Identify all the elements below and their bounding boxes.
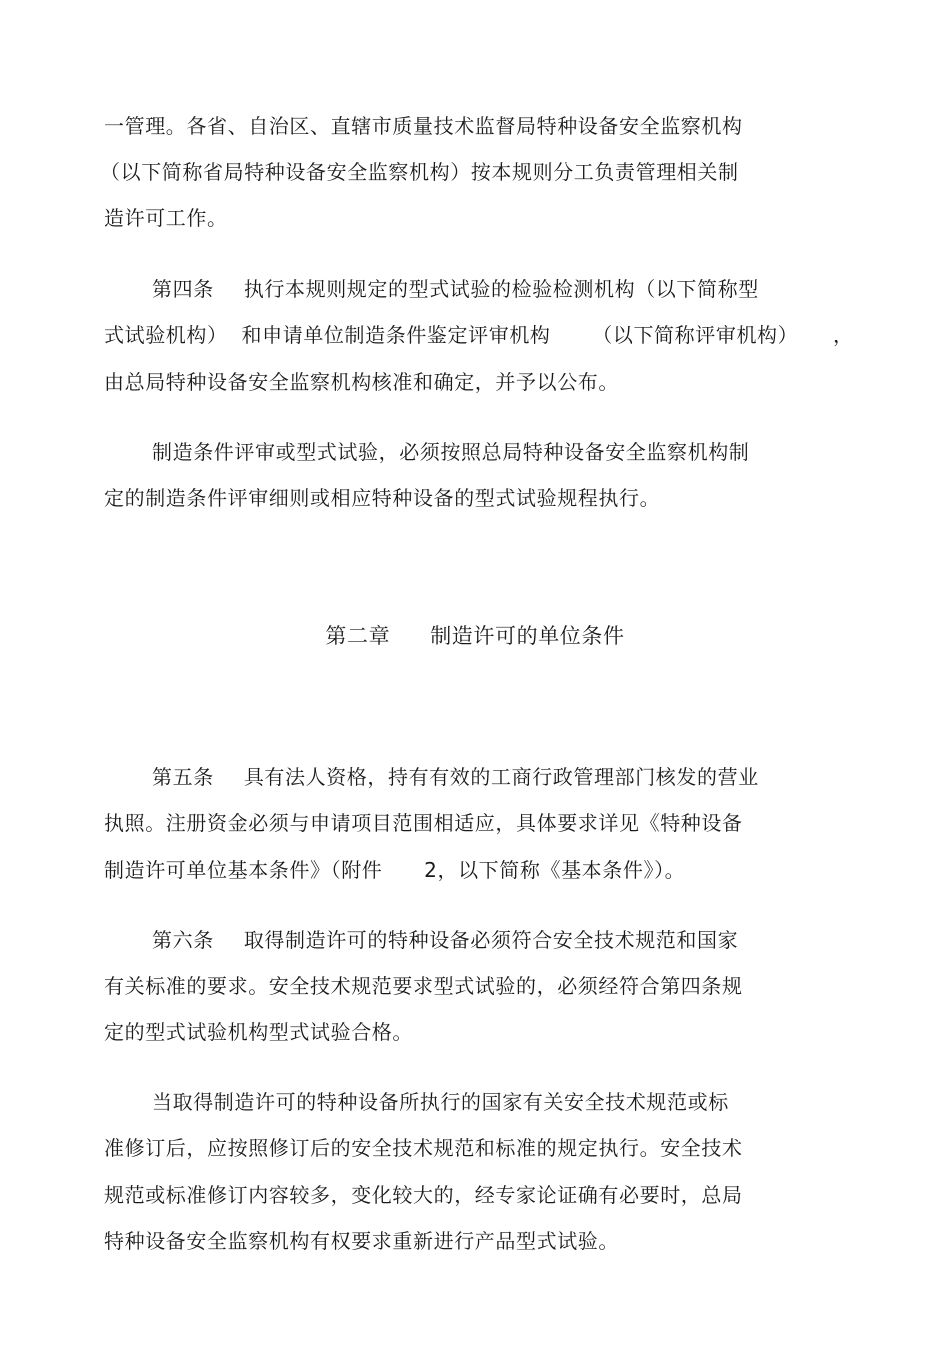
paragraph-7-line-4: 特种设备安全监察机构有权要求重新进行产品型式试验。: [104, 1229, 619, 1253]
paragraph-3-line-1: 制造条件评审或型式试验，必须按照总局特种设备安全监察机构制: [152, 440, 750, 464]
paragraph-1-line-3: 造许可工作。: [104, 206, 228, 230]
article-5-label: 第五条: [152, 765, 214, 789]
article-5-first-line: [152, 763, 759, 791]
paragraph-3-line-2: 定的制造条件评审细则或相应特种设备的型式试验规程执行。: [104, 486, 661, 510]
article-4-line-2: 式试验机构） 和申请单位制造条件鉴定评审机构 （以下简称评审机构） ，: [104, 323, 854, 347]
article-6-line-1: 取得制造许可的特种设备必须符合安全技术规范和国家: [243, 928, 739, 952]
article-5-line-3: 制造许可单位基本条件》（附件 2，以下简称《基本条件》）。: [104, 858, 686, 882]
article-6-label: 第六条: [152, 928, 214, 952]
article-4-first-line: [152, 275, 759, 303]
paragraph-1-line-2: （以下简称省局特种设备安全监察机构）按本规则分工负责管理相关制: [100, 160, 739, 184]
article-6-line-3: 定的型式试验机构型式试验合格。: [104, 1020, 413, 1044]
paragraph-7-line-2: 准修订后，应按照修订后的安全技术规范和标准的规定执行。安全技术: [104, 1136, 743, 1160]
article-4-label: 第四条: [152, 277, 214, 301]
paragraph-1-line-1: 一管理。各省、自治区、直辖市质量技术监督局特种设备安全监察机构: [104, 114, 743, 138]
article-5-line-1: 具有法人资格，持有有效的工商行政管理部门核发的营业: [243, 765, 759, 789]
article-5-line-2: 执照。注册资金必须与申请项目范围相适应，具体要求详见《特种设备: [104, 811, 743, 835]
article-4-line-1: 执行本规则规定的型式试验的检验检测机构（以下简称型: [243, 277, 759, 301]
paragraph-7-line-3: 规范或标准修订内容较多，变化较大的，经专家论证确有必要时，总局: [104, 1183, 743, 1207]
article-4-line-3: 由总局特种设备安全监察机构核准和确定，并予以公布。: [104, 370, 619, 394]
article-6-first-line: [152, 926, 738, 954]
chapter-number: 第二章: [325, 624, 391, 648]
chapter-title: 制造许可的单位条件: [430, 624, 625, 648]
article-6-line-2: 有关标准的要求。安全技术规范要求型式试验的，必须经符合第四条规: [104, 974, 743, 998]
paragraph-7-line-1: 当取得制造许可的特种设备所执行的国家有关安全技术规范或标: [152, 1090, 729, 1114]
chapter-heading: [0, 622, 950, 650]
